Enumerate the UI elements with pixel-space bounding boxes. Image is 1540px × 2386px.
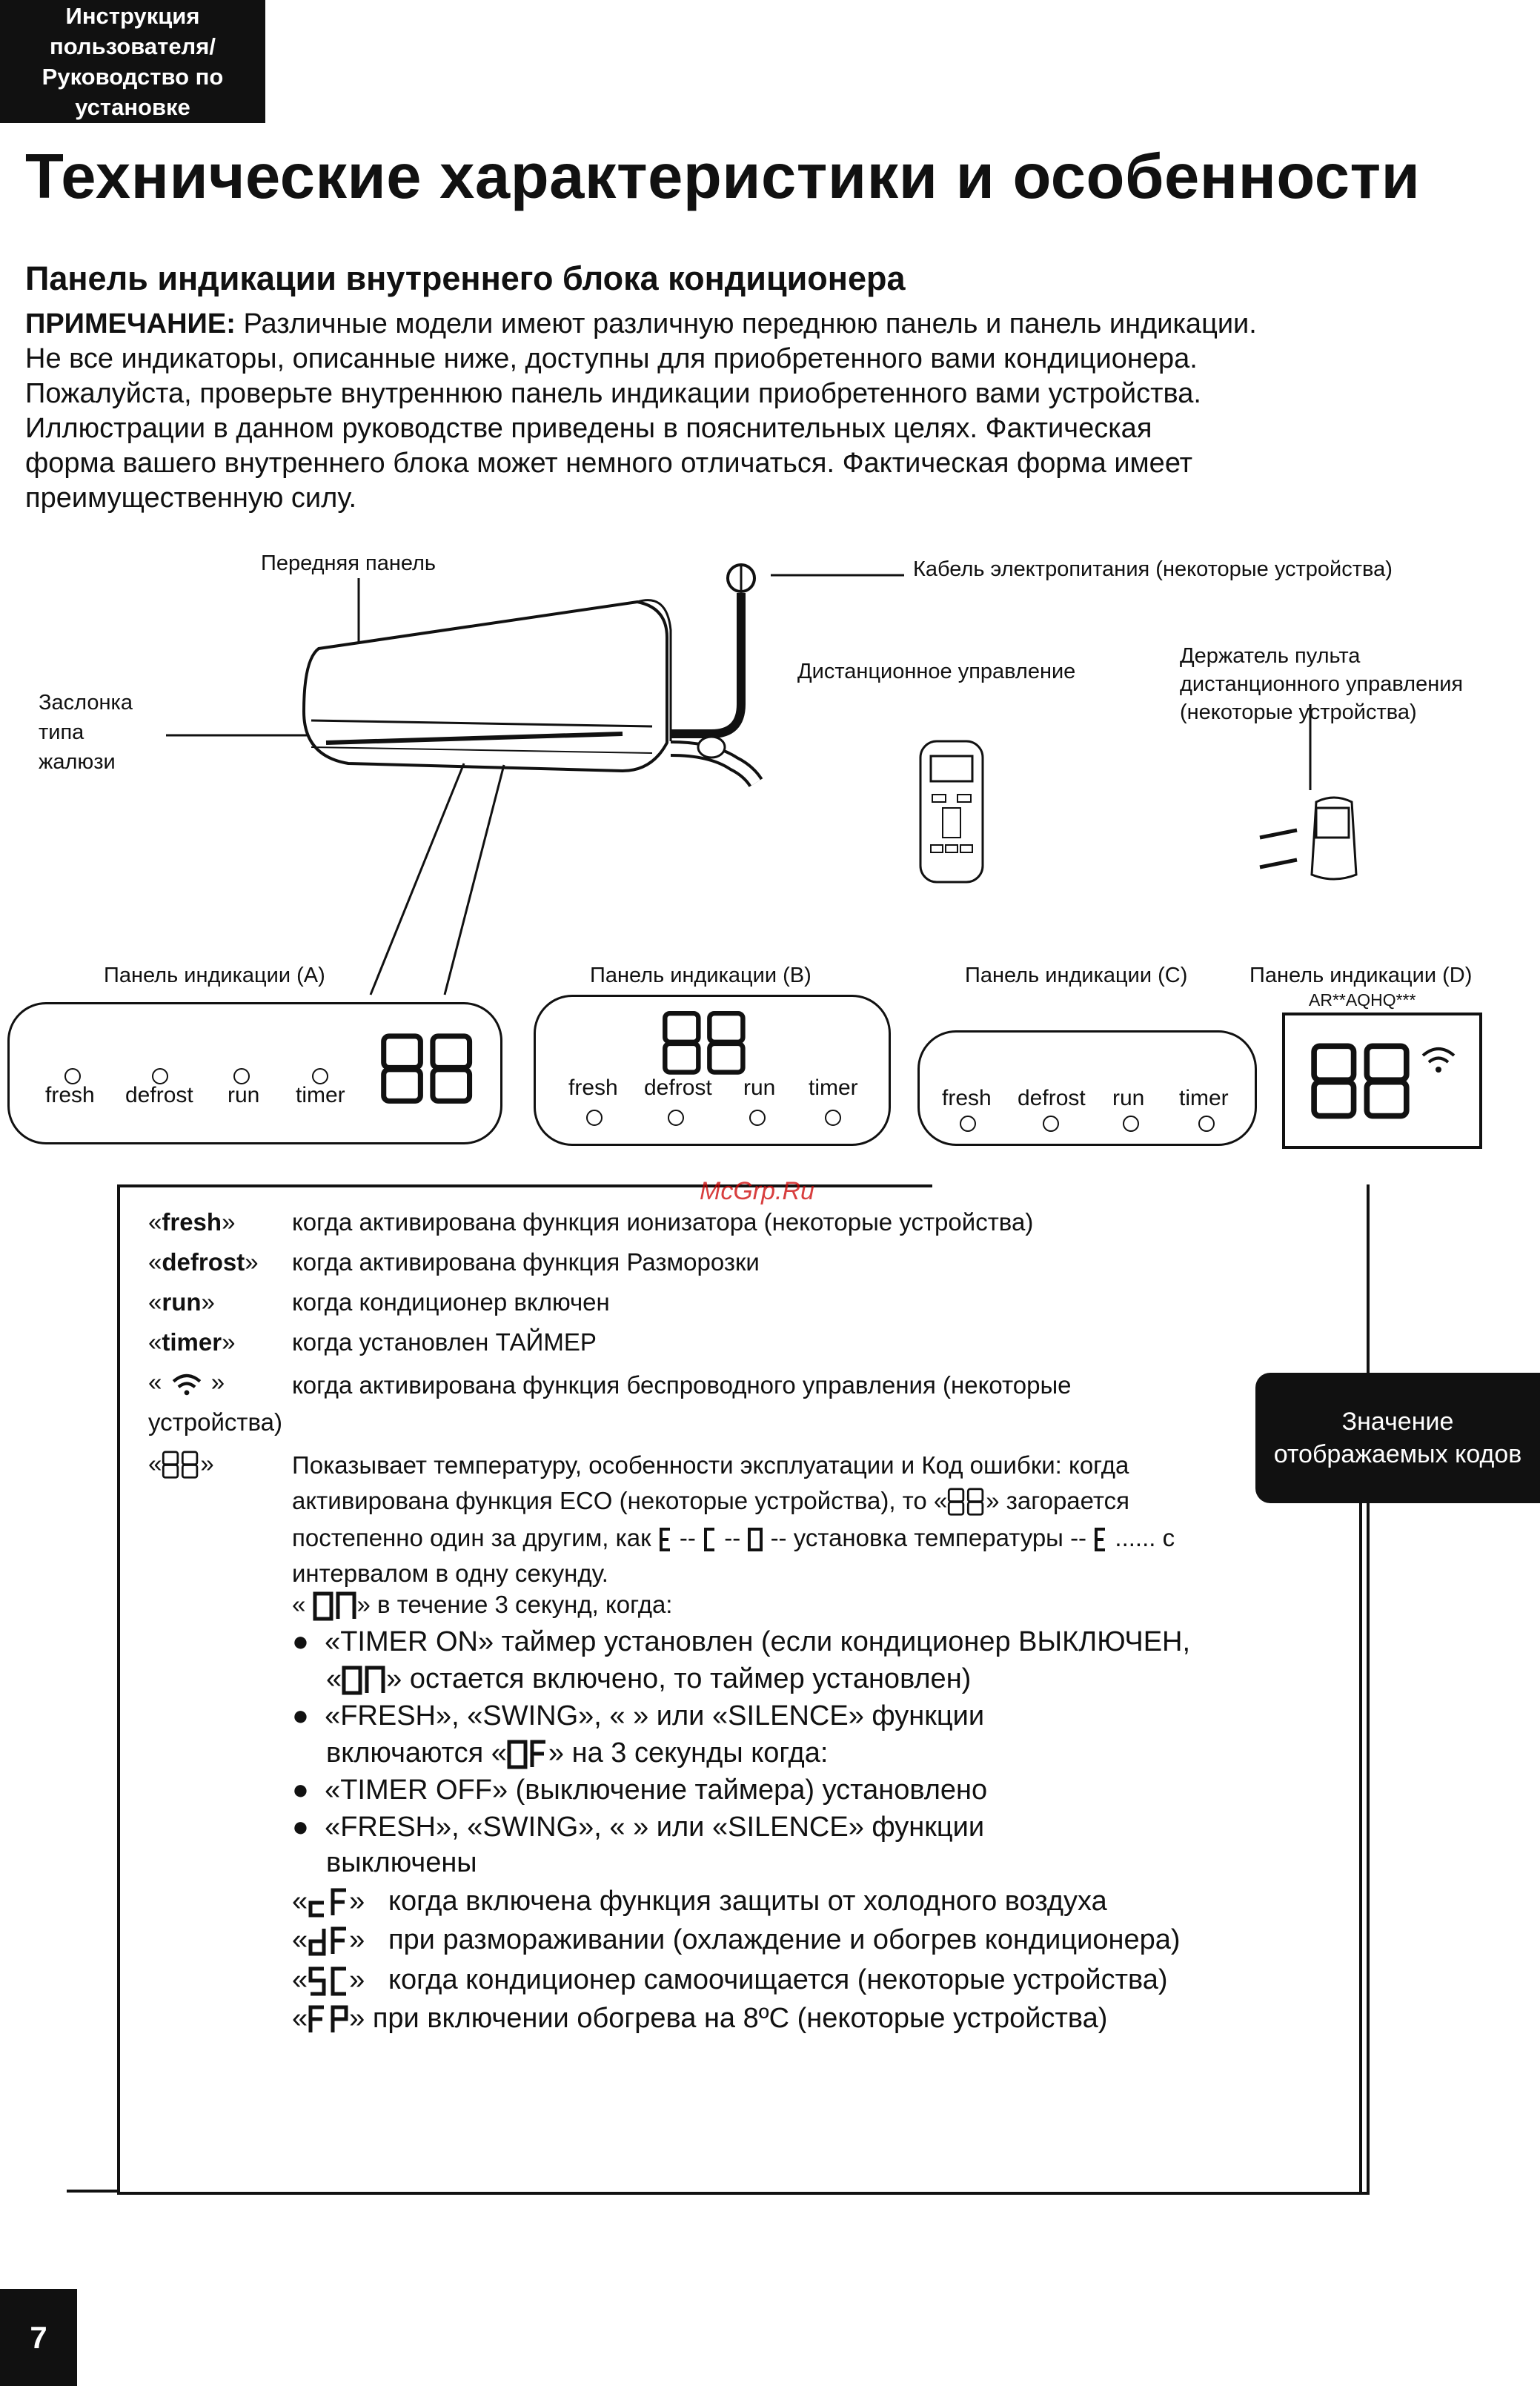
panel-b-label: Панель индикации (B) [590, 964, 812, 987]
holder-label-line: (некоторые устройства) [1180, 700, 1417, 724]
digital-display-88 [662, 1009, 749, 1080]
legend-bullet: ● «FRESH», «SWING», « » или «SILENCE» функции [292, 1812, 985, 1843]
legend-wifi-desc: когда активирована функция беспроводного управления (некоторые [292, 1371, 1072, 1399]
louver-label-line: жалюзи [39, 750, 116, 774]
remote-label: Дистанционное управление [797, 660, 1076, 683]
legend-display-desc: постепенно один за другим, как -- -- -- установка температуры -- ...... с [292, 1524, 1175, 1551]
run-indicator-label: run [228, 1083, 260, 1107]
badge-connector [1359, 1503, 1362, 2193]
seg-code-o [747, 1527, 763, 1552]
legend-bullet-cont: « » остается включено, то таймер установлен) [326, 1663, 972, 1694]
defrost-indicator-label: defrost [125, 1083, 193, 1107]
legend-bullet: ● «TIMER OFF» (выключение таймера) установлено [292, 1774, 988, 1806]
tab-line: Руководство по [42, 64, 224, 90]
legend-timer-desc: когда установлен ТАЙМЕР [292, 1328, 597, 1356]
panel-a-label: Панель индикации (A) [104, 964, 325, 987]
legend-bullet-cont: выключены [326, 1847, 477, 1878]
front-panel-label: Передняя панель [261, 551, 437, 575]
legend-display-term: « » [148, 1450, 214, 1480]
legend-code-sc: « » когда кондиционер самоочищается (некоторые устройства) [292, 1964, 1168, 1995]
seg-code-of [507, 1740, 548, 1769]
fresh-indicator-light [960, 1116, 976, 1132]
legend-wifi-term: « » [148, 1368, 225, 1396]
fresh-indicator-label: fresh [568, 1076, 618, 1100]
louver-label-line: типа [39, 720, 84, 744]
run-indicator-light [749, 1110, 766, 1126]
watermark: McGrp.Ru [700, 1177, 814, 1205]
digital-display-88 [1310, 1042, 1414, 1124]
legend-fresh-term: «fresh» [148, 1208, 236, 1236]
holder-label-line: дистанционного управления [1180, 672, 1464, 696]
term: run [162, 1288, 202, 1316]
defrost-indicator-label: defrost [644, 1076, 712, 1100]
legend-display-desc: активирована функция ECO (некоторые устройства), то « » загорается [292, 1487, 1129, 1517]
seg-code-fp [308, 2005, 349, 2035]
legend-fresh-desc: когда активирована функция ионизатора (некоторые устройства) [292, 1208, 1034, 1236]
seg-code-df [308, 1926, 349, 1956]
defrost-indicator-label: defrost [1018, 1086, 1086, 1110]
panel-d-label: Панель индикации (D) [1249, 964, 1473, 987]
page-number: 7 [0, 2289, 77, 2386]
legend-code-cf: « » когда включена функция защиты от холодного воздуха [292, 1886, 1107, 1917]
seg-code-e [658, 1527, 673, 1552]
seg-code-on [313, 1591, 357, 1621]
note-text: Не все индикаторы, описанные ниже, доступны для приобретенного вами кондиционера. [25, 343, 1198, 374]
page-title: Технические характеристики и особенности [25, 142, 1421, 212]
tab-line: Инструкция [65, 3, 200, 29]
defrost-indicator-light [1043, 1116, 1059, 1132]
display-codes-badge [1255, 1373, 1540, 1503]
seg-code-sc [308, 1966, 349, 1996]
tab-line: установке [75, 94, 190, 120]
legend-run-term: «run» [148, 1288, 215, 1316]
digital-display-88 [947, 1488, 986, 1517]
legend-bottom-tick [67, 2190, 120, 2193]
legend-defrost-term: «defrost» [148, 1248, 259, 1276]
legend-run-desc: когда кондиционер включен [292, 1288, 610, 1316]
legend-display-desc: Показывает температуру, особенности эксплуатации и Код ошибки: когда [292, 1451, 1129, 1479]
run-indicator-light [1123, 1116, 1139, 1132]
panel-c-label: Панель индикации (C) [965, 964, 1188, 987]
legend-code-fp: « » при включении обогрева на 8ºС (некоторые устройства) [292, 2003, 1108, 2034]
legend-bullet: ● «FRESH», «SWING», « » или «SILENCE» функции [292, 1700, 985, 1731]
display-panel-a [7, 1002, 502, 1144]
note-text: Пожалуйста, проверьте внутреннюю панель индикации приобретенного вами устройства. [25, 378, 1201, 409]
term: defrost [162, 1248, 245, 1276]
term: timer [162, 1328, 222, 1356]
defrost-indicator-light [152, 1068, 168, 1084]
timer-indicator-label: timer [809, 1076, 858, 1100]
fresh-indicator-label: fresh [45, 1083, 95, 1107]
wifi-icon [169, 1371, 205, 1396]
power-cable-label: Кабель электропитания (некоторые устройства) [913, 557, 1393, 581]
fresh-indicator-label: fresh [942, 1086, 992, 1110]
seg-code-on [342, 1666, 386, 1695]
note-text: форма вашего внутреннего блока может немного отличаться. Фактическая форма имеет [25, 448, 1193, 479]
timer-indicator-light [825, 1110, 841, 1126]
timer-indicator-light [1198, 1116, 1215, 1132]
section-heading: Панель индикации внутреннего блока кондиционера [25, 259, 906, 297]
fresh-indicator-light [586, 1110, 603, 1126]
defrost-indicator-light [668, 1110, 684, 1126]
louver-label-line: Заслонка [39, 691, 133, 715]
legend-on-intro: « » в течение 3 секунд, когда: [292, 1591, 672, 1621]
power-cable [671, 593, 741, 734]
holder-label-line: Держатель пульта [1180, 644, 1361, 668]
legend-code-df: « » при размораживании (охлаждение и обогрев кондиционера) [292, 1924, 1181, 1955]
badge-line: отображаемых кодов [1273, 1440, 1522, 1468]
display-panel-c [917, 1030, 1257, 1146]
legend-wifi-desc-cont: устройства) [148, 1408, 283, 1436]
seg-code-c [703, 1527, 717, 1552]
legend-defrost-desc: когда активирована функция Разморозки [292, 1248, 760, 1276]
legend-bullet: ● «TIMER ON» таймер установлен (если кондиционер ВЫКЛЮЧЕН, [292, 1626, 1191, 1657]
legend-display-desc: интервалом в одну секунду. [292, 1560, 608, 1587]
badge-line: Значение [1341, 1408, 1454, 1436]
note-text: Иллюстрации в данном руководстве приведены в пояснительных целях. Фактическая [25, 413, 1152, 444]
display-panel-b [534, 995, 891, 1146]
run-indicator-light [233, 1068, 250, 1084]
digital-display-88 [380, 1030, 477, 1111]
wifi-icon [1418, 1042, 1458, 1076]
fresh-indicator-light [64, 1068, 81, 1084]
timer-indicator-label: timer [296, 1083, 345, 1107]
note-label: ПРИМЕЧАНИЕ: [25, 308, 236, 339]
tab-line: пользователя/ [50, 33, 216, 59]
section-tab [0, 0, 265, 123]
note-paragraph [25, 307, 1507, 516]
display-panel-d [1282, 1013, 1482, 1149]
digital-display-88 [162, 1451, 200, 1480]
note-text: Различные модели имеют различную переднюю панель и панель индикации. [243, 308, 1257, 339]
seg-code-cf [308, 1888, 349, 1918]
seg-code-e [1093, 1527, 1108, 1552]
run-indicator-label: run [743, 1076, 776, 1100]
legend-timer-term: «timer» [148, 1328, 236, 1356]
panel-d-model: AR**AQHQ*** [1309, 990, 1416, 1010]
legend-bullet-cont: включаются « » на 3 секунды когда: [326, 1737, 829, 1769]
timer-indicator-light [312, 1068, 328, 1084]
term: fresh [162, 1208, 222, 1236]
timer-indicator-label: timer [1179, 1086, 1229, 1110]
screw-icon [1260, 860, 1297, 867]
screw-icon [1260, 830, 1297, 838]
note-text: преимущественную силу. [25, 483, 357, 514]
run-indicator-label: run [1112, 1086, 1145, 1110]
